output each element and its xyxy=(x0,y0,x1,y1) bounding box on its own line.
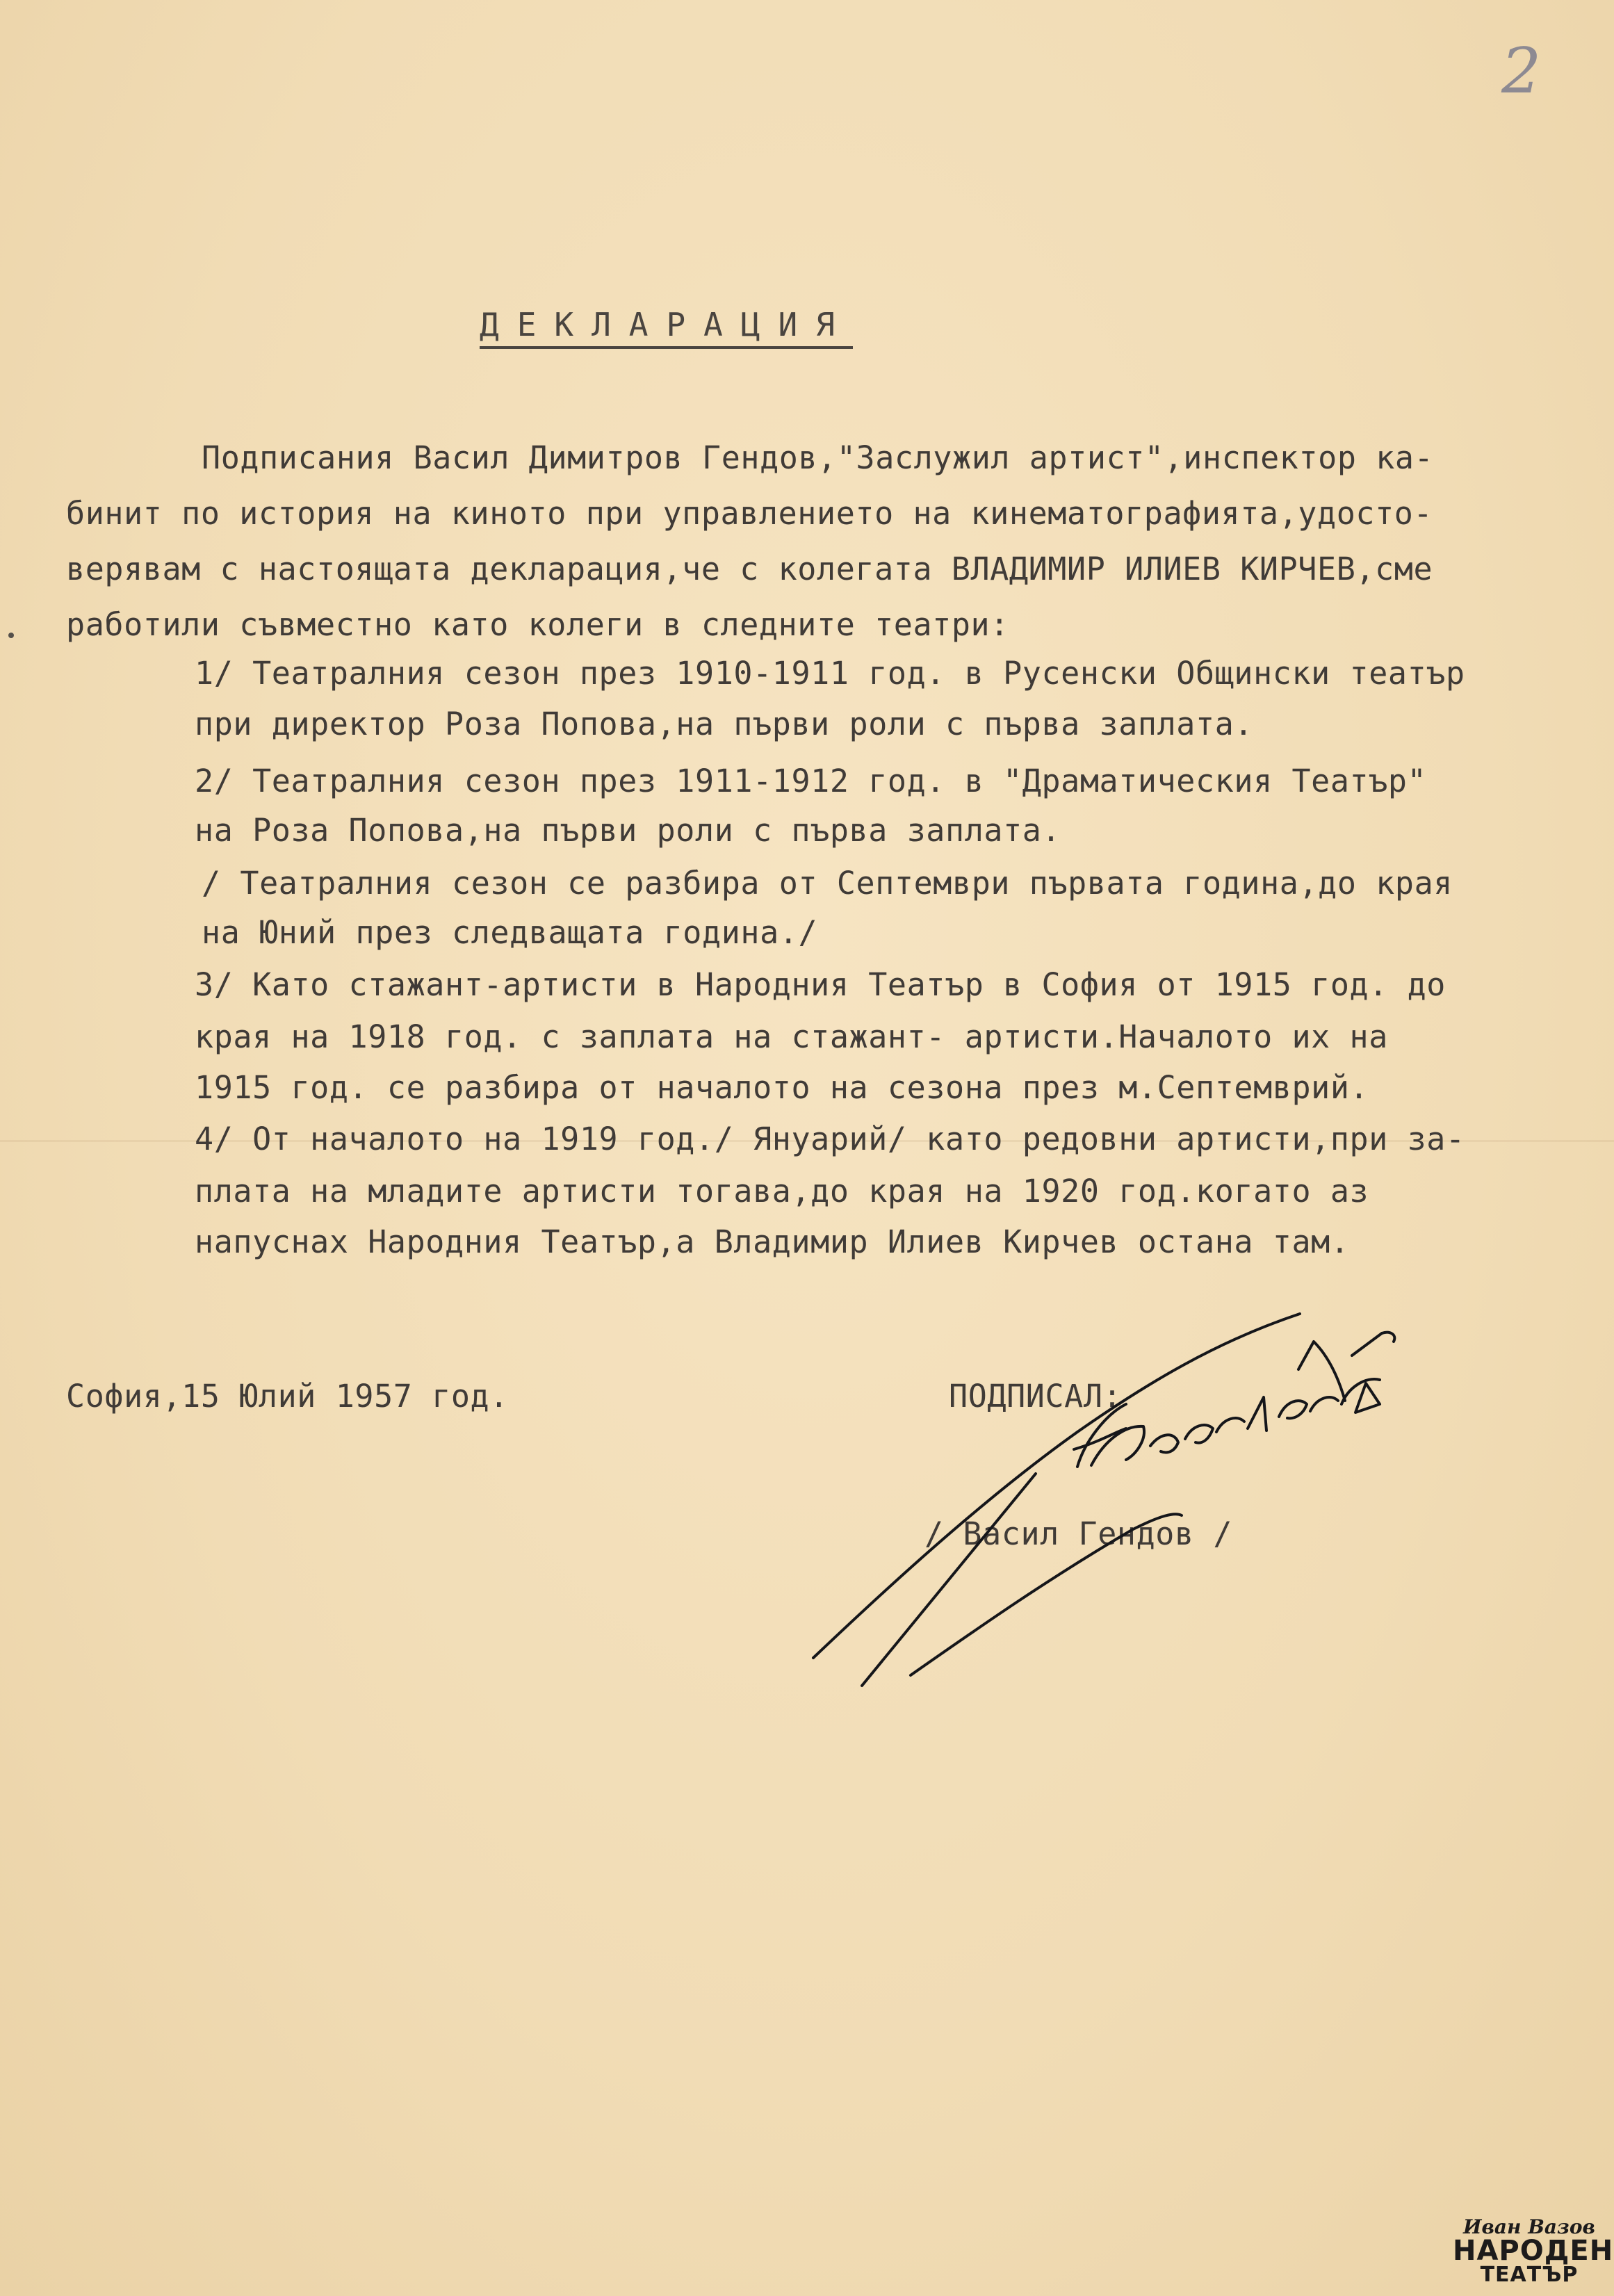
season-note-line-2: на Юний през следващата година./ xyxy=(202,914,818,951)
item-2-line-1: 2/ Театралния сезон през 1911-1912 год. в "Драматическия Театър" xyxy=(195,763,1427,799)
item-3-line-2: края на 1918 год. с заплата на стажант- артисти.Началото их на xyxy=(195,1018,1388,1055)
page-number: 2 xyxy=(1501,35,1542,108)
document-title: ДЕКЛАРАЦИЯ xyxy=(480,306,853,349)
national-theatre-logo xyxy=(1453,2215,1614,2294)
item-1-line-2: при директор Роза Попова,на първи роли с първа заплата. xyxy=(195,706,1254,742)
paragraph-line-4: работили съвместно като колеги в следните театри: xyxy=(66,606,1009,643)
margin-mark xyxy=(8,633,14,638)
logo-line-2: ТЕАТЪР xyxy=(1480,2263,1579,2287)
item-3-line-1: 3/ Като стажант-артисти в Народния Театър в София от 1915 год. до xyxy=(195,966,1446,1003)
logo-line-1: НАРОДЕН xyxy=(1453,2235,1614,2267)
item-4-line-3: напуснах Народния Театър,а Владимир Илиев Кирчев остана там. xyxy=(195,1223,1350,1260)
item-1-line-1: 1/ Театралния сезон през 1910-1911 год. в Русенски Общински театър xyxy=(195,655,1465,692)
logo-signature: Иван Вазов xyxy=(1463,2215,1595,2238)
season-note-line-1: / Театралния сезон се разбира от Септември първата година,до края xyxy=(202,865,1453,902)
paragraph-line-3: верявам с настоящата декларация,че с колегата ВЛАДИМИР ИЛИЕВ КИРЧЕВ,сме xyxy=(66,551,1433,587)
place-date: София,15 Юлий 1957 год. xyxy=(66,1378,509,1415)
paragraph-line-1: Подписания Васил Димитров Гендов,"Заслужил артист",инспектор ка- xyxy=(202,439,1434,476)
item-3-line-3: 1915 год. се разбира от началото на сезона през м.Септемврий. xyxy=(195,1069,1369,1106)
item-4-line-2: плата на младите артисти тогава,до края на 1920 год.когато аз xyxy=(195,1173,1369,1210)
paragraph-line-2: бинит по история на киното при управлението на кинематографията,удосто- xyxy=(66,495,1433,532)
signed-label: ПОДПИСАЛ: xyxy=(949,1378,1123,1415)
signer-name: / Васил Гендов / xyxy=(924,1515,1233,1552)
item-2-line-2: на Роза Попова,на първи роли с първа заплата. xyxy=(195,812,1061,849)
handwritten-signature xyxy=(799,1300,1425,1717)
item-4-line-1: 4/ От началото на 1919 год./ Януарий/ като редовни артисти,при за- xyxy=(195,1121,1465,1157)
